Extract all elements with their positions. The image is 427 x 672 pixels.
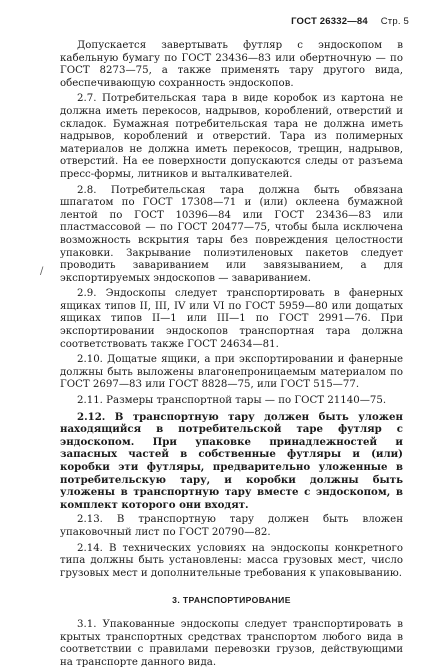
- section-title: 3. ТРАНСПОРТИРОВАНИЕ: [172, 595, 291, 606]
- paragraph-2-11: 2.11. Размеры транспортной тары — по ГОСТ 21140—75.: [77, 395, 387, 407]
- paragraph-2-13: 2.13. В транспортную тару должен быть вложен упаковочный лист по ГОСТ 20790—82.: [60, 514, 403, 538]
- paragraph-3-1: 3.1. Упакованные эндоскопы следует транспортировать в крытых транспортных средствах транспортом любого вида в соответствии с правилами перевозки грузов, действующими на транспорте данного вида.: [60, 618, 403, 668]
- paragraph-2-14: 2.14. В технических условиях на эндоскопы конкретного типа должны быть установлены: масса грузовых мест, число грузовых мест и дополнительные требования к упаковыванию.: [60, 542, 403, 579]
- paragraph-2-6-continued: Допускается завертывать футляр с эндоскопом в кабельную бумагу по ГОСТ 23436—83 или обертночную — по ГОСТ 8273—75, а также применять тару другого вида, обеспечивающую сохранность эндоскопов.: [60, 40, 403, 89]
- paragraph-2-8: 2.8. Потребительская тара должна быть обвязана шпагатом по ГОСТ 17308—71 и (или) оклеена бумажной лентой по ГОСТ 10396—84 или ГОСТ 23436—83 или пластмассовой — по ГОСТ 20477—75, чтобы была исключена возможность вскрытия тары без повреждения целостности упаковки. Закрывание полиэтиленовых пакетов следует проводить завариванием или завязыванием, а для экспортируемых эндоскопов — завариванием.: [60, 184, 403, 284]
- standard-number: ГОСТ 26332—84: [291, 16, 368, 27]
- page-header: [291, 16, 409, 27]
- paragraph-2-9: 2.9. Эндоскопы следует транспортировать в фанерных ящиках типов II, III, IV или VI по ГОСТ 5959—80 или дощатых ящиках типов II—1 или III—1 по ГОСТ 2991—76. При экспортировании эндоскопов транспортная тара должна соответствовать также ГОСТ 24634—81.: [60, 288, 403, 350]
- document-body: [60, 40, 403, 672]
- paragraph-2-12: 2.12. В транспортную тару должен быть уложен находящийся в потребительской таре футляр с эндоскопом. При упаковке принадлежностей и запасных частей в собственные футляры и (или) коробки эти футляры, предварительно уложенные в потребительскую тару, и коробки должны быть уложены в транспортную тару вместе с эндоскопом, в комплект которого они входят.: [60, 410, 403, 511]
- paragraph-2-7: 2.7. Потребительская тара в виде коробок из картона не должна иметь перекосов, надрывов, короблений, отверстий и складок. Бумажная потребительская тара не должна иметь надрывов, короблений и отверстий. Тара из полимерных материалов не должна иметь перекосов, трещин, надрывов, отверстий. На ее поверхности допускаются следы от разъема пресс-формы, литников и выталкивателей.: [60, 93, 403, 180]
- page-number: Стр. 5: [380, 16, 409, 27]
- margin-mark: /: [40, 266, 44, 277]
- paragraph-2-10: 2.10. Дощатые ящики, а при экспортировании и фанерные должны быть выложены влагонепроницаемым материалом по ГОСТ 2697—83 или ГОСТ 8828—75, или ГОСТ 515—77.: [60, 354, 403, 391]
